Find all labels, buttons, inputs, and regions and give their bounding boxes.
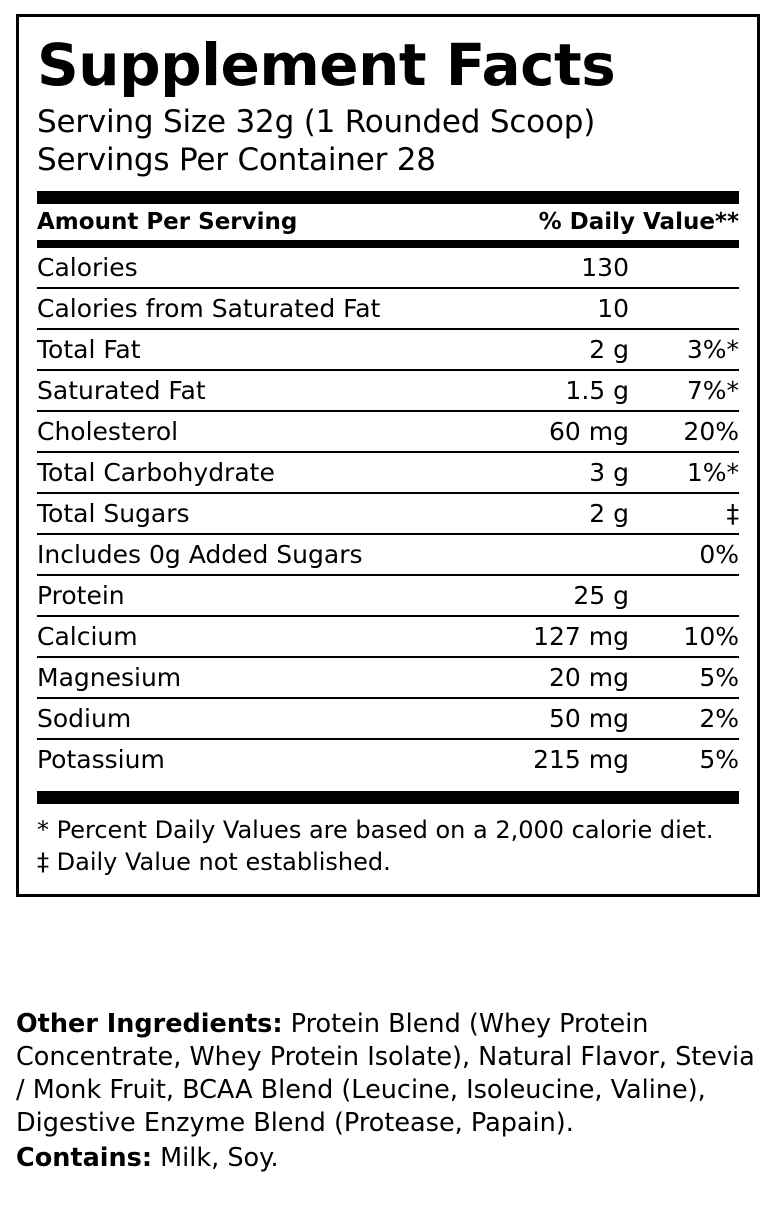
nutrient-amount: 127 mg [500,616,629,657]
nutrient-dv [629,575,739,616]
nutrient-name: Total Sugars [37,493,500,534]
nutrient-dv: 3%* [629,329,739,370]
serving-size-text: Serving Size 32g (1 Rounded Scoop) [37,104,596,140]
footnote-daily-values: * Percent Daily Values are based on a 2,000 calorie diet. [37,816,714,844]
table-row [37,616,739,657]
table-row [37,493,739,534]
other-ingredients-block [16,1008,764,1175]
nutrient-dv: 1%* [629,452,739,493]
nutrient-dv: 5% [629,657,739,698]
nutrient-dv: 7%* [629,370,739,411]
nutrient-amount: 2 g [500,329,629,370]
nutrient-amount: 130 [500,248,629,288]
nutrition-table [37,204,739,242]
nutrient-name: Calories from Saturated Fat [37,288,500,329]
table-row [37,288,739,329]
table-row [37,575,739,616]
nutrient-name: Calcium [37,616,500,657]
header-daily-value: % Daily Value** [539,204,739,241]
nutrient-name: Sodium [37,698,500,739]
nutrient-dv: 20% [629,411,739,452]
table-row [37,329,739,370]
servings-per-container-text: Servings Per Container 28 [37,142,436,178]
nutrient-amount: 60 mg [500,411,629,452]
nutrition-table-body [37,204,739,241]
supplement-facts-panel [16,14,760,897]
table-row [37,411,739,452]
table-row [37,698,739,739]
nutrient-dv: 10% [629,616,739,657]
nutrient-name: Saturated Fat [37,370,500,411]
nutrient-rows-table [37,248,739,779]
table-header-row [37,204,739,241]
divider-thick-top [37,191,739,204]
nutrient-amount: 10 [500,288,629,329]
nutrient-dv: 0% [629,534,739,575]
nutrient-dv [629,288,739,329]
page-title: Supplement Facts [37,31,616,99]
table-row [37,248,739,288]
nutrient-rows-body [37,248,739,779]
nutrient-dv: 2% [629,698,739,739]
nutrient-amount [500,534,629,575]
footnote-dv-not-established: ‡ Daily Value not established. [37,848,391,876]
other-ingredients [16,1008,764,1140]
nutrient-amount: 50 mg [500,698,629,739]
table-row [37,657,739,698]
divider-thick-bottom [37,791,739,804]
footnotes [37,804,739,878]
nutrient-amount: 3 g [500,452,629,493]
nutrient-name: Total Fat [37,329,500,370]
table-row [37,534,739,575]
nutrient-dv: 5% [699,745,739,774]
nutrient-name: Magnesium [37,657,500,698]
nutrient-amount: 25 g [500,575,629,616]
nutrient-name: Total Carbohydrate [37,452,500,493]
nutrient-amount: 1.5 g [500,370,629,411]
contains-label: Contains: [16,1143,153,1173]
contains-text: Milk, Soy. [152,1143,279,1173]
nutrient-dv: ‡ [629,493,739,534]
nutrient-amount: 215 mg [533,745,629,774]
nutrient-name: Includes 0g Added Sugars [37,534,500,575]
table-row [37,370,739,411]
nutrient-name: Potassium [37,745,165,774]
nutrient-name: Calories [37,248,500,288]
nutrient-amount: 2 g [500,493,629,534]
table-row [37,739,739,779]
nutrient-name: Cholesterol [37,411,500,452]
nutrient-dv [629,248,739,288]
other-ingredients-text: Protein Blend (Whey Protein Concentrate, Whey Protein Isolate), Natural Flavor, Stevia / Monk Fruit, BCAA Blend (Leucine, Isoleucine, Valine), Digestive Enzyme Blend (Protease, Papain). [16,1009,755,1138]
nutrient-amount: 20 mg [500,657,629,698]
nutrient-name: Protein [37,575,500,616]
other-ingredients-label: Other Ingredients: [16,1009,283,1039]
table-row [37,452,739,493]
contains-allergens [16,1142,764,1175]
header-amount-per-serving: Amount Per Serving [37,204,539,241]
